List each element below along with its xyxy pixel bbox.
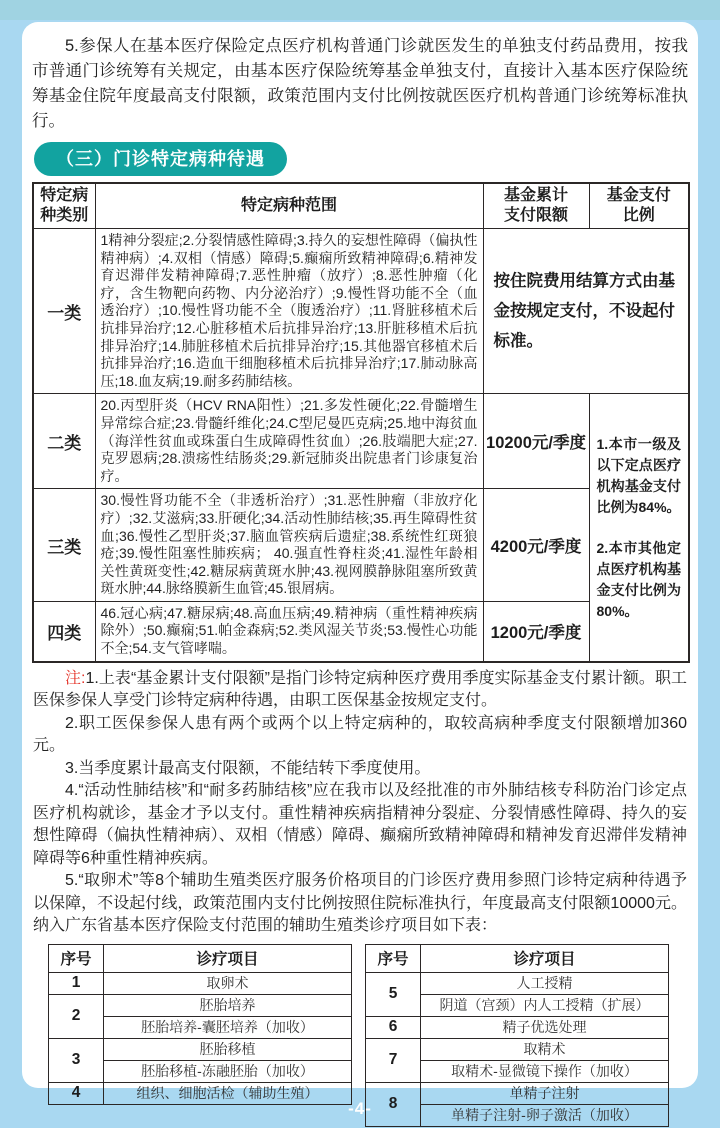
top-accent-band — [0, 0, 720, 20]
aux-item: 取卵术 — [104, 972, 352, 994]
aux-no-5: 5 — [366, 972, 421, 1016]
table-row-class1 — [33, 229, 689, 394]
aux-row — [366, 1038, 669, 1060]
category-cell-class4: 四类 — [33, 601, 95, 661]
aux-item: 取精术-显微镜下操作（加收） — [421, 1060, 669, 1082]
aux-item: 阴道（宫颈）内人工授精（扩展） — [421, 994, 669, 1016]
aux-item: 胚胎移植-冻融胚胎（加收） — [104, 1060, 352, 1082]
aux-row — [366, 972, 669, 994]
scope-cell-class4: 46.冠心病;47.糖尿病;48.高血压病;49.精神病（重性精神疾病除外）;50.癫痫;51.帕金森病;52.类风湿关节炎;53.慢性心功能不全;54.支气管哮喘。 — [95, 601, 483, 661]
category-cell-class3: 三类 — [33, 489, 95, 602]
aux-no-8: 8 — [366, 1082, 421, 1126]
aux-item: 组织、细胞活检（辅助生殖） — [104, 1082, 352, 1104]
aux-no-1: 1 — [49, 972, 104, 994]
fund-ratio-item2: 2.本市其他定点医疗机构基金支付比例为80%。 — [596, 539, 681, 619]
limit-cell-class3: 4200元/季度 — [483, 489, 589, 602]
note-3: 3.当季度累计最高支付限额，不能结转下季度使用。 — [65, 759, 431, 777]
header-fund-ratio: 基金支付 比例 — [589, 183, 689, 229]
aux-no-4: 4 — [49, 1082, 104, 1104]
aux-item: 胚胎培养-囊胚培养（加收） — [104, 1016, 352, 1038]
aux-right-header-no: 序号 — [366, 944, 421, 972]
aux-table-left — [48, 944, 352, 1105]
note-5: 5.“取卵术”等8个辅助生殖类医疗服务价格项目的门诊医疗费用参照门诊特定病种待遇予以保障，不设起付线，政策范围内支付比例按照住院标准执行，年度最高支付限额10000元。纳入广东省基本医疗保险支付范围的辅助生殖类诊疗项目如下表： — [33, 872, 687, 935]
note-4: 4.“活动性肺结核”和“耐多药肺结核”应在我市以及经批准的市外肺结核专科防治门诊定点医疗机构就诊，基金才予以支付。重性精神疾病指精神分裂症、分裂情感性障碍、持久的妄想性障碍（偏执性精神病）、双相（情感）障碍、癫痫所致精神障碍和精神发育迟滞伴发精神障碍等6种重性精神疾病。 — [33, 782, 687, 867]
section-title-badge: （三）门诊特定病种待遇 — [34, 142, 287, 176]
notes-section — [33, 668, 687, 938]
aux-item: 人工授精 — [421, 972, 669, 994]
aux-left-header-no: 序号 — [49, 944, 104, 972]
pay-note-cell-class1: 按住院费用结算方式由基金按规定支付，不设起付标准。 — [483, 229, 689, 394]
scope-cell-class1: 1精神分裂症;2.分裂情感性障碍;3.持久的妄想性障碍（偏执性精神病）;4.双相（情感）障碍;5.癫痫所致精神障碍;6.精神发育迟滞伴发精神障碍;7.恶性肿瘤（放疗）;8.恶性肿瘤（化疗，含生物靶向药物、内分泌治疗）;9.慢性肾功能不全（血透治疗）;10.慢性肾功能不全（腹透治疗）;11.肾脏移植术后抗排异治疗;12.心脏移植术后抗排异治疗;13.肝脏移植术后抗排异治疗;14.肺脏移植术后抗排异治疗;15.其他器官移植术后抗排异治疗;16.造血干细胞移植术后抗排异治疗;17.肺动脉高压;18.血友病;19.耐多药肺结核。 — [95, 229, 483, 394]
aux-item: 精子优选处理 — [421, 1016, 669, 1038]
aux-no-3: 3 — [49, 1038, 104, 1082]
note-label: 注: — [65, 669, 86, 687]
aux-no-6: 6 — [366, 1016, 421, 1038]
table-header-row — [33, 183, 689, 229]
aux-item: 单精子注射-卵子激活（加收） — [421, 1104, 669, 1126]
aux-item: 胚胎培养 — [104, 994, 352, 1016]
fund-ratio-item1: 1.本市一级及以下定点医疗机构基金支付比例为84%。 — [596, 435, 681, 515]
page-number: -4- — [348, 1099, 372, 1118]
aux-row — [366, 1016, 669, 1038]
aux-left-header-item: 诊疗项目 — [104, 944, 352, 972]
scope-cell-class2: 20.丙型肝炎（HCV RNA阳性）;21.多发性硬化;22.骨髓增生异常综合症;23.骨髓纤维化;24.C型尼曼匹克病;25.地中海贫血（海洋性贫血或珠蛋白生成障碍性贫血）;26.肢端肥大症;27.克罗恩病;28.溃疡性结肠炎;29.新冠肺炎出院患者门诊康复治疗。 — [95, 394, 483, 489]
category-cell-class2: 二类 — [33, 394, 95, 489]
aux-right-header-row — [366, 944, 669, 972]
scope-cell-class3: 30.慢性肾功能不全（非透析治疗）;31.恶性肿瘤（非放疗化疗）;32.艾滋病;33.肝硬化;34.活动性肺结核;35.再生障碍性贫血;36.慢性乙型肝炎;37.脑血管疾病后遗症;38.系统性红斑狼疮;39.慢性阻塞性肺疾病； 40.强直性脊柱炎;41.湿性年龄相关性黄斑变性;42.糖尿病黄斑水肿;43.视网膜静脉阻塞所致黄斑水肿;44.脉络膜新生血管;45.银屑病。 — [95, 489, 483, 602]
aux-right-header-item: 诊疗项目 — [421, 944, 669, 972]
aux-row — [49, 1038, 352, 1060]
note-2: 2.职工医保参保人患有两个或两个以上特定病种的，取较高病种季度支付限额增加360元。 — [33, 714, 687, 755]
aux-left-header-row — [49, 944, 352, 972]
document-page-card — [22, 22, 698, 1124]
aux-item: 胚胎移植 — [104, 1038, 352, 1060]
aux-item: 单精子注射 — [421, 1082, 669, 1104]
category-cell-class1: 一类 — [33, 229, 95, 394]
aux-row — [49, 994, 352, 1016]
header-disease-category: 特定病 种类别 — [33, 183, 95, 229]
aux-no-2: 2 — [49, 994, 104, 1038]
specific-disease-benefit-table — [32, 182, 690, 663]
limit-cell-class2: 10200元/季度 — [483, 394, 589, 489]
aux-no-7: 7 — [366, 1038, 421, 1082]
intro-paragraph: 5.参保人在基本医疗保险定点医疗机构普通门诊就医发生的单独支付药品费用，按我市普通门诊统筹有关规定，由基本医疗保险统筹基金单独支付，直接计入基本医疗保险统筹基金住院年度最高支付限额，政策范围内支付比例按就医医疗机构普通门诊统筹标准执行。 — [32, 37, 688, 130]
header-disease-scope: 特定病种范围 — [95, 183, 483, 229]
aux-row — [49, 972, 352, 994]
header-fund-limit: 基金累计 支付限额 — [483, 183, 589, 229]
fund-ratio-cell — [589, 394, 689, 662]
note-1: 注:1.上表“基金累计支付限额”是指门诊特定病种医疗费用季度实际基金支付累计额。职工医保参保人享受门诊特定病种待遇，由职工医保基金按规定支付。 — [33, 669, 687, 710]
limit-cell-class4: 1200元/季度 — [483, 601, 589, 661]
table-row-class2 — [33, 394, 689, 489]
aux-item: 取精术 — [421, 1038, 669, 1060]
